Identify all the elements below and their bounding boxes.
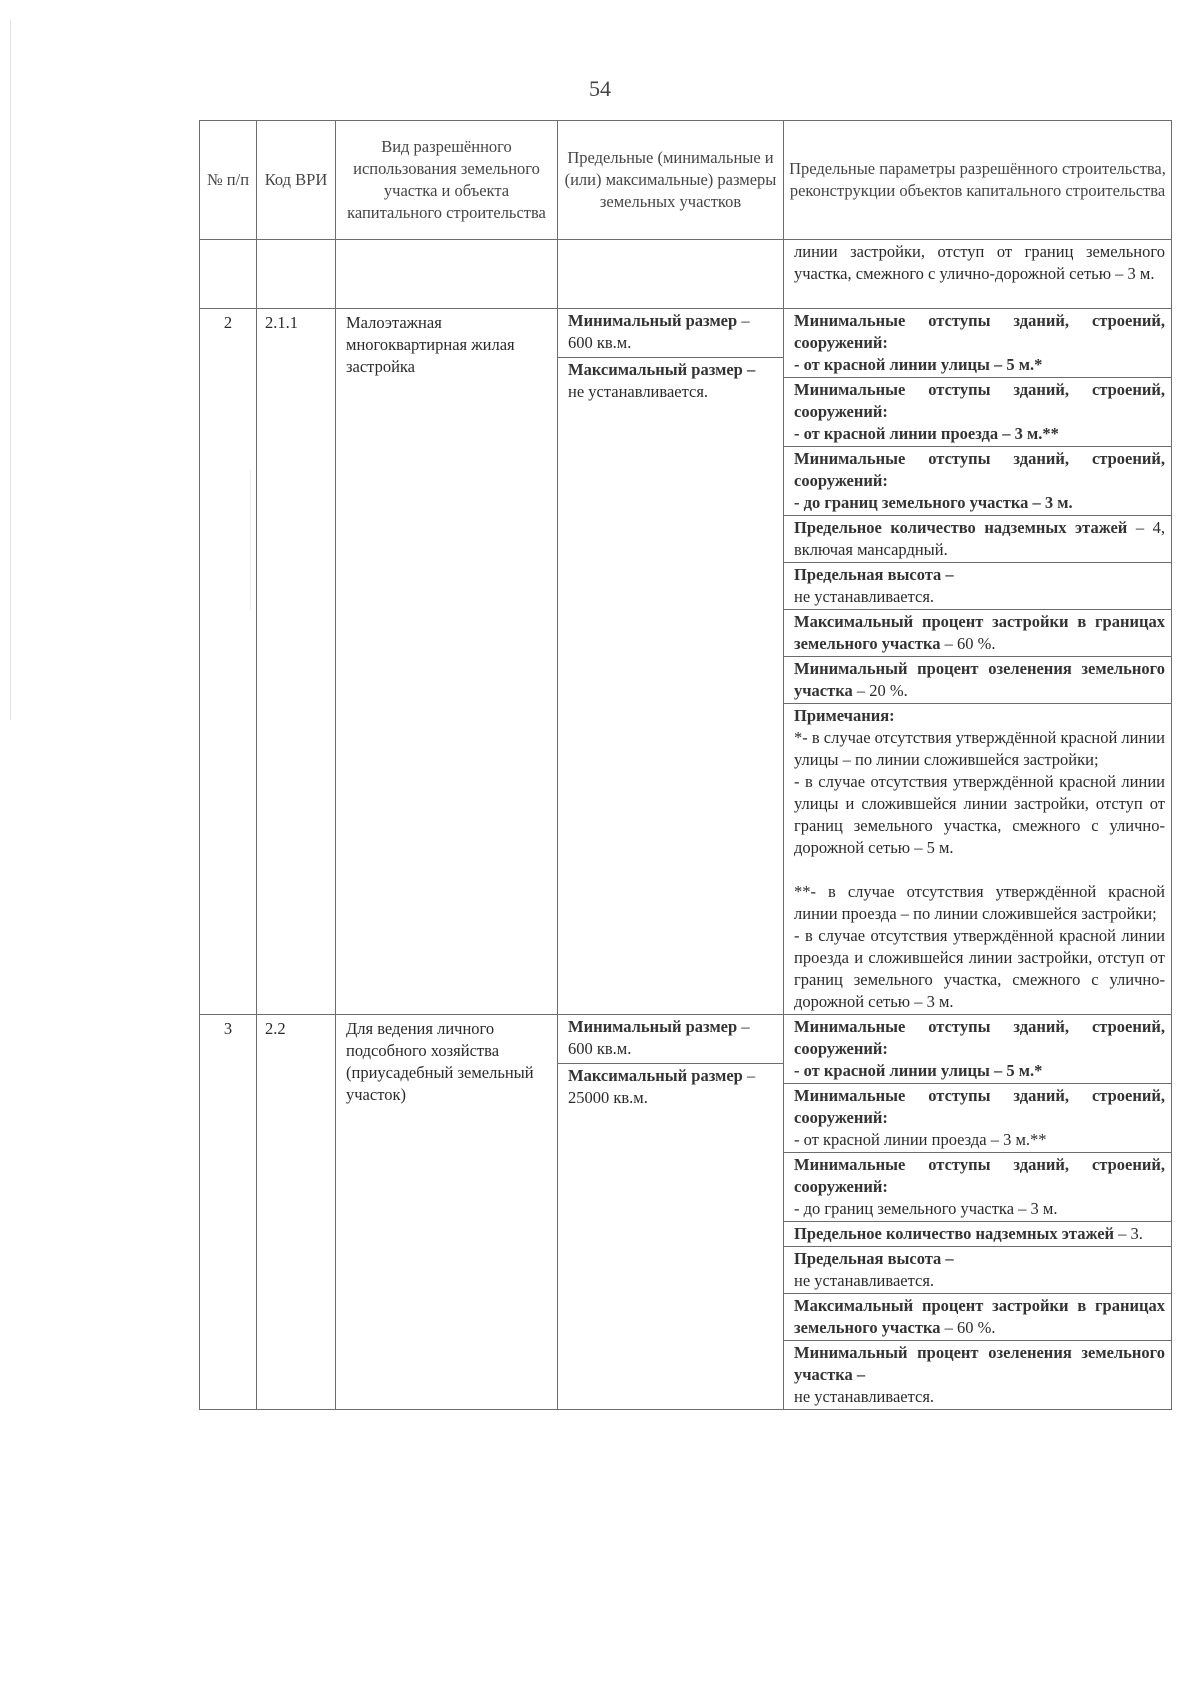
row-code: 2.1.1 bbox=[257, 309, 336, 1015]
header-sizes: Предельные (минимальные и (или) максимальные) размеры земельных участков bbox=[558, 121, 784, 240]
row-vri: Для ведения личного подсобного хозяйства (приусадебный земельный участок) bbox=[336, 1015, 558, 1410]
max-size: Максимальный размер – не устанавливается. bbox=[568, 360, 756, 401]
table-header-row bbox=[200, 121, 1172, 240]
header-code: Код ВРИ bbox=[257, 121, 336, 240]
note: **- в случае отсутствия утверждённой красной линии проезда – по линии сложившейся застройки; bbox=[794, 882, 1165, 923]
table-row bbox=[200, 240, 1172, 309]
param-green-percent: Минимальный процент озеленения земельного участка – не устанавливается. bbox=[794, 1343, 1165, 1406]
notes-title: Примечания: bbox=[794, 706, 895, 725]
params-cell bbox=[784, 1015, 1172, 1410]
header-vri: Вид разрешённого использования земельного участка и объекта капитального строительства bbox=[336, 121, 558, 240]
note: - в случае отсутствия утверждённой красной линии улицы и сложившейся линии застройки, отступ от границ земельного участка, смежного с улично-дорожной сетью – 5 м. bbox=[794, 772, 1165, 857]
param-height: Предельная высота – не устанавливается. bbox=[784, 1247, 1171, 1294]
row-num: 2 bbox=[200, 309, 257, 1015]
min-size: Минимальный размер – 600 кв.м. bbox=[558, 309, 783, 358]
param-floors: Предельное количество надземных этажей – 3. bbox=[784, 1222, 1171, 1247]
params-cell bbox=[784, 309, 1172, 1015]
table-row bbox=[200, 309, 1172, 1015]
page-number: 54 bbox=[589, 76, 611, 101]
row-num: 3 bbox=[200, 1015, 257, 1410]
table-row bbox=[200, 1015, 1172, 1410]
regulations-table bbox=[199, 120, 1172, 1410]
row-code: 2.2 bbox=[257, 1015, 336, 1410]
param-build-percent: Максимальный процент застройки в границах земельного участка – 60 %. bbox=[784, 1294, 1171, 1341]
param-floors: Предельное количество надземных этажей – 4, включая мансардный. bbox=[784, 516, 1171, 563]
param-height: Предельная высота – не устанавливается. bbox=[784, 563, 1171, 610]
param-build-percent: Максимальный процент застройки в границах земельного участка – 60 %. bbox=[784, 610, 1171, 657]
notes bbox=[784, 704, 1171, 1014]
note: *- в случае отсутствия утверждённой красной линии улицы – по линии сложившейся застройки; bbox=[794, 728, 1165, 769]
param-green-percent: Минимальный процент озеленения земельного участка – 20 %. bbox=[784, 657, 1171, 704]
scan-artifact-line bbox=[10, 20, 11, 720]
param-setback: Минимальные отступы зданий, строений, сооружений: - от красной линии проезда – 3 м.** bbox=[784, 378, 1171, 447]
param-setback: Минимальные отступы зданий, строений, сооружений: - до границ земельного участка – 3 м. bbox=[784, 1153, 1171, 1222]
sizes-cell bbox=[558, 1015, 784, 1410]
min-size: Минимальный размер – 600 кв.м. bbox=[558, 1015, 783, 1064]
param-setback: Минимальные отступы зданий, строений, сооружений: - до границ земельного участка – 3 м. bbox=[784, 447, 1171, 516]
param-setback: Минимальные отступы зданий, строений, сооружений: - от красной линии улицы – 5 м.* bbox=[784, 1015, 1171, 1084]
header-params: Предельные параметры разрешённого строительства, реконструкции объектов капитального строительства bbox=[784, 121, 1172, 240]
continuation-text: линии застройки, отступ от границ земельного участка, смежного с улично-дорожной сетью – 3 м. bbox=[784, 240, 1172, 309]
header-num: № п/п bbox=[200, 121, 257, 240]
sizes-cell bbox=[558, 309, 784, 1015]
param-setback: Минимальные отступы зданий, строений, сооружений: - от красной линии проезда – 3 м.** bbox=[784, 1084, 1171, 1153]
note: - в случае отсутствия утверждённой красной линии проезда и сложившейся линии застройки, отступ от границ земельного участка, смежного с улично-дорожной сетью – 3 м. bbox=[794, 926, 1165, 1011]
param-setback: Минимальные отступы зданий, строений, сооружений: - от красной линии улицы – 5 м.* bbox=[784, 309, 1171, 378]
max-size: Максимальный размер – 25000 кв.м. bbox=[568, 1066, 756, 1107]
row-vri: Малоэтажная многоквартирная жилая застройка bbox=[336, 309, 558, 1015]
